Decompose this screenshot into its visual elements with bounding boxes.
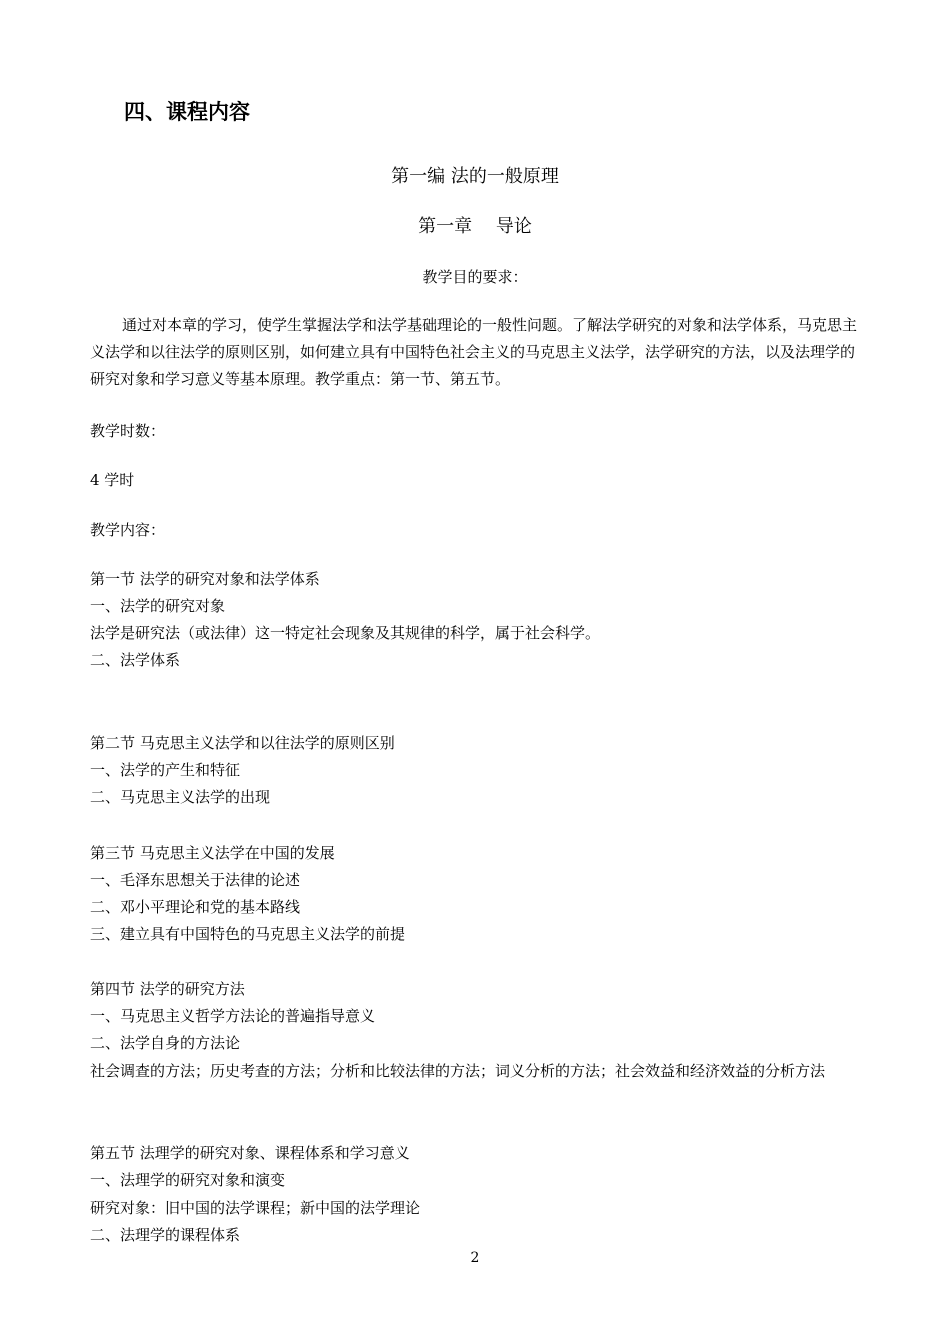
part-title: 第一编 法的一般原理 xyxy=(391,166,559,187)
section-line: 二、法学自身的方法论 xyxy=(90,1034,241,1052)
section-title: 第五节 法理学的研究对象、课程体系和学习意义 xyxy=(90,1144,410,1162)
section-line: 一、法理学的研究对象和演变 xyxy=(90,1171,286,1189)
teaching-content-label: 教学内容： xyxy=(90,521,166,539)
section-line: 法学是研究法（或法律）这一特定社会现象及其规律的科学，属于社会科学。 xyxy=(90,624,601,642)
section-line: 二、马克思主义法学的出现 xyxy=(90,788,271,806)
section-line: 三、建立具有中国特色的马克思主义法学的前提 xyxy=(90,925,406,943)
section-line: 一、法学的研究对象 xyxy=(90,597,226,615)
teaching-goal-label: 教学目的要求： xyxy=(422,268,528,286)
page-number: 2 xyxy=(470,1250,480,1266)
section-heading: 四、课程内容 xyxy=(124,100,250,124)
section-line: 社会调查的方法；历史考查的方法；分析和比较法律的方法；词义分析的方法；社会效益和经济效益的分析方法 xyxy=(90,1062,826,1080)
section-title: 第四节 法学的研究方法 xyxy=(90,980,245,998)
section-title: 第一节 法学的研究对象和法学体系 xyxy=(90,570,320,588)
section-title: 第二节 马克思主义法学和以往法学的原则区别 xyxy=(90,734,395,752)
section-line: 二、法理学的课程体系 xyxy=(90,1226,241,1244)
section-title: 第三节 马克思主义法学在中国的发展 xyxy=(90,844,335,862)
section-line: 二、法学体系 xyxy=(90,651,181,669)
teaching-goal-paragraph: 通过对本章的学习，使学生掌握法学和法学基础理论的一般性问题。了解法学研究的对象和法学体系，马克思主义法学和以往法学的原则区别，如何建立具有中国特色社会主义的马克思主义法学，法学研究的方法，以及法理学的研究对象和学习意义等基本原理。教学重点：第一节、第五节。 xyxy=(90,316,858,388)
chapter-title: 第一章 导论 xyxy=(418,216,532,237)
section-line: 一、马克思主义哲学方法论的普遍指导意义 xyxy=(90,1007,376,1025)
section-line: 研究对象：旧中国的法学课程；新中国的法学理论 xyxy=(90,1199,421,1217)
section-line: 一、毛泽东思想关于法律的论述 xyxy=(90,871,301,889)
teaching-hours-label: 教学时数： xyxy=(90,422,166,440)
section-line: 一、法学的产生和特征 xyxy=(90,761,241,779)
section-line: 二、邓小平理论和党的基本路线 xyxy=(90,898,301,916)
teaching-hours-value: 4 学时 xyxy=(90,471,135,489)
